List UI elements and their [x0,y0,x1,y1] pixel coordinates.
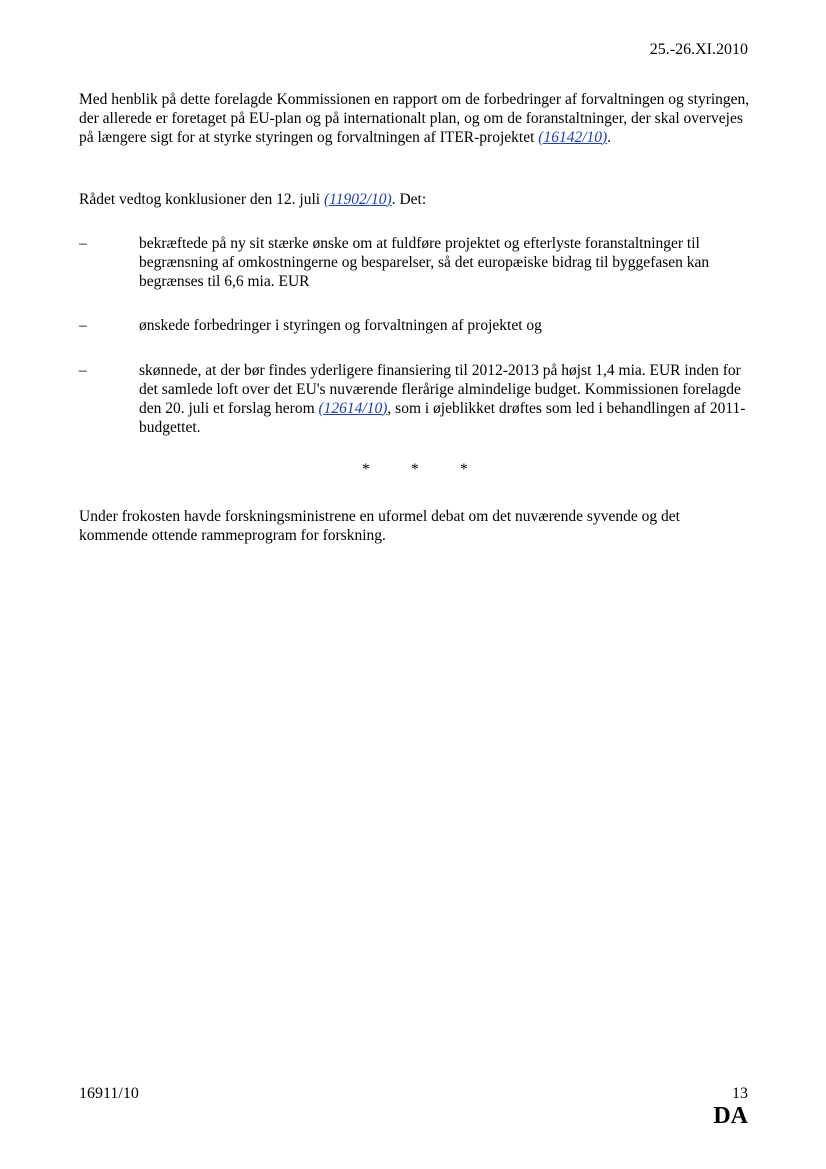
list-item [79,361,751,437]
paragraph-text: Rådet vedtog konklusioner den 12. juli [79,191,324,208]
separator-star: * [460,461,468,478]
footer-page-number: 13 [732,1085,748,1102]
document-link-11902[interactable]: (11902/10) [323,191,392,208]
document-link-12614[interactable]: (12614/10) [318,400,388,417]
paragraph-text-end: . [607,129,612,146]
dash-bullet: – [79,362,87,379]
separator-star: * [362,461,370,478]
footer-language-code: DA [713,1103,748,1129]
list-item-text-end: , som i øjeblikket drøftes som led i behandlingen af 2011-budgettet. [139,400,746,436]
document-date: 25.-26.XI.2010 [649,41,748,58]
dash-bullet: – [79,317,87,334]
section-separator [362,460,509,479]
list-item-text: ønskede forbedringer i styringen og forvaltningen af projektet og [139,317,542,334]
separator-star: * [411,461,419,478]
list-item-text [139,361,751,437]
link-label[interactable]: 16142/10 [543,129,603,146]
list-item-text-start: skønnede, at der bør findes yderligere finansiering til 2012-2013 på højst 1,4 mia. EUR inden for det samlede loft over det EU's nuværende flerårige almindelige budget. Kommissionen forelagde den 20. juli et forslag herom [139,362,741,417]
footer-document-reference: 16911/10 [79,1085,139,1102]
document-link-16142[interactable]: (16142/10) [538,129,608,146]
list-item-text: bekræftede på ny sit stærke ønske om at fuldføre projektet og efterlyste foranstaltninger til begrænsning af omkostningerne og besparelser, så det europæiske bidrag til byggefasen kan begrænses til 6,6 mia. EUR [139,235,710,290]
paragraph-lunch-debate: Under frokosten havde forskningsministrene en uformel debat om det nuværende syvende og det kommende ottende rammeprogram for forskning. [79,508,680,544]
paragraph-text: Med henblik på dette forelagde Kommissionen en rapport om de forbedringer af forvaltningen og styringen, der allerede er foretaget på EU-plan og på internationalt plan, og om de foranstaltninger, der skal overvejes på længere sigt for at styrke styringen og forvaltningen af ITER-projektet [79,91,750,146]
list-item [79,234,751,291]
paragraph-report [79,90,751,147]
list-item [79,316,751,335]
paragraph-conclusions [79,190,751,209]
link-label[interactable]: 11902/10 [329,191,387,208]
link-label[interactable]: 12614/10 [323,400,383,417]
paragraph-text-end: . Det: [391,191,427,208]
dash-bullet: – [79,235,87,252]
